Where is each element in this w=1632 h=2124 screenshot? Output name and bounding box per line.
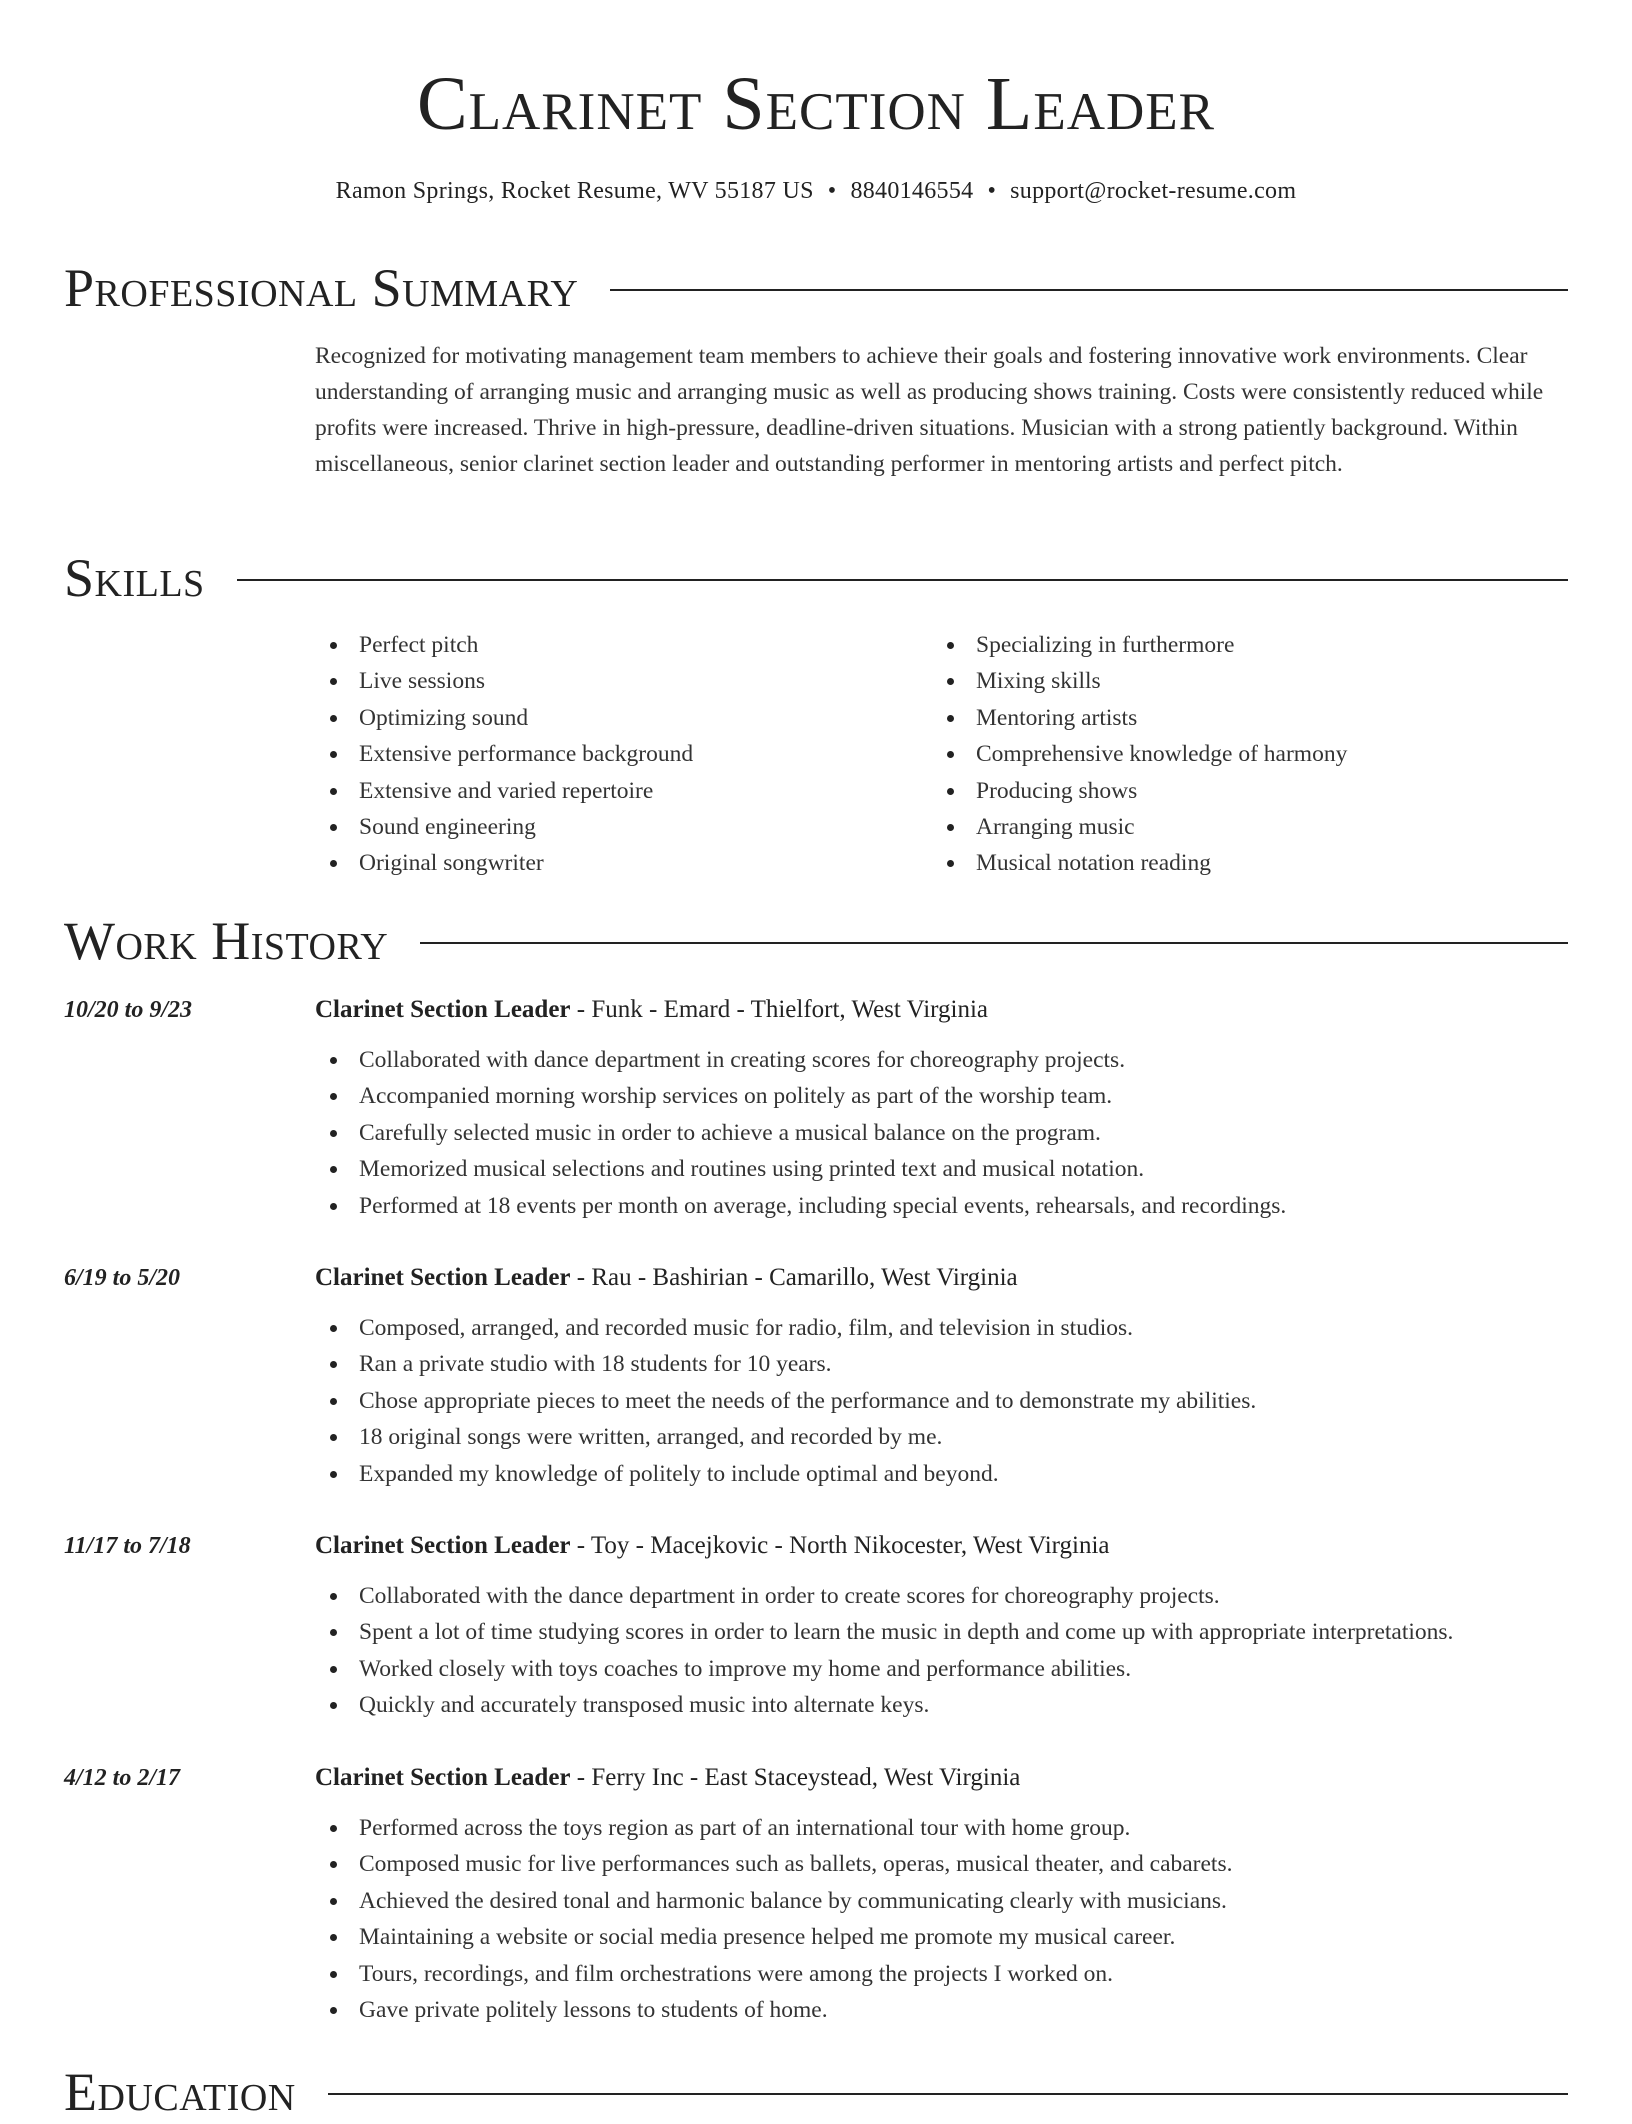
job-bullet: Gave private politely lessons to students of home. xyxy=(315,1992,1232,2028)
job-title: Clarinet Section Leader xyxy=(315,1764,571,1791)
job-bullet: Performed across the toys region as part of an international tour with home group. xyxy=(315,1810,1232,1846)
contact-separator: • xyxy=(987,178,997,204)
skill-item: Comprehensive knowledge of harmony xyxy=(932,736,1347,772)
skills-list-right xyxy=(932,627,1347,882)
job-employer: - Ferry Inc - East Staceystead, West Virginia xyxy=(570,1764,1021,1791)
section-title: Work History xyxy=(64,911,389,971)
section-title: Skills xyxy=(64,548,205,608)
education-section-header xyxy=(64,2060,1568,2124)
section-title: Education xyxy=(64,2062,296,2122)
skill-item: Specializing in furthermore xyxy=(932,627,1347,663)
skill-item: Extensive and varied repertoire xyxy=(315,773,693,809)
job-bullet: Expanded my knowledge of politely to include optimal and beyond. xyxy=(315,1456,1256,1492)
job-bullet: Tours, recordings, and film orchestrations were among the projects I worked on. xyxy=(315,1956,1232,1992)
job-bullet: Carefully selected music in order to achieve a musical balance on the program. xyxy=(315,1115,1286,1151)
contact-separator: • xyxy=(827,178,837,204)
job-dates: 4/12 to 2/17 xyxy=(64,1765,181,1791)
contact-email: support@rocket-resume.com xyxy=(1010,178,1297,204)
job-dates: 11/17 to 7/18 xyxy=(64,1533,191,1559)
section-divider xyxy=(237,579,1568,581)
job-bullet: Collaborated with dance department in creating scores for choreography projects. xyxy=(315,1042,1286,1078)
skill-item: Optimizing sound xyxy=(315,700,693,736)
job-title: Clarinet Section Leader xyxy=(315,1264,571,1291)
summary-text: Recognized for motivating management team members to achieve their goals and fostering innovative work environments. Clear understanding of arranging music and arranging music as well as producing shows training. Costs were consistently reduced while profits were increased. Thrive in high-pressure, deadline-driven situations. Musician with a strong patiently background. Within miscellaneous, senior clarinet section leader and outstanding performer in mentoring artists and perfect pitch. xyxy=(315,343,1544,477)
job-employer: - Toy - Macejkovic - North Nikocester, West Virginia xyxy=(570,1532,1110,1559)
job-bullet: Spent a lot of time studying scores in order to learn the music in depth and come up with appropriate interpretations. xyxy=(315,1614,1453,1650)
job-bullet: Composed, arranged, and recorded music for radio, film, and television in studios. xyxy=(315,1310,1256,1346)
job-dates: 6/19 to 5/20 xyxy=(64,1265,181,1291)
summary-section-header xyxy=(64,256,1568,320)
job-heading xyxy=(315,1530,1110,1562)
skill-item: Extensive performance background xyxy=(315,736,693,772)
job-bullets xyxy=(315,1042,1286,1224)
job-bullet: Maintaining a website or social media presence helped me promote my musical career. xyxy=(315,1919,1232,1955)
job-bullet: Memorized musical selections and routines using printed text and musical notation. xyxy=(315,1151,1286,1187)
candidate-name: Clarinet Section Leader xyxy=(416,62,1215,146)
job-bullet: Collaborated with the dance department in order to create scores for choreography projects. xyxy=(315,1578,1453,1614)
contact-line xyxy=(0,176,1632,206)
section-divider xyxy=(328,2093,1568,2095)
job-bullets xyxy=(315,1310,1256,1492)
job-bullet: Quickly and accurately transposed music into alternate keys. xyxy=(315,1687,1453,1723)
job-bullets xyxy=(315,1810,1232,2028)
job-heading xyxy=(315,1262,1018,1294)
job-bullets xyxy=(315,1578,1453,1724)
skill-item: Musical notation reading xyxy=(932,845,1347,881)
work-history-section-header xyxy=(64,909,1568,973)
job-bullet: Worked closely with toys coaches to improve my home and performance abilities. xyxy=(315,1651,1453,1687)
skill-item: Perfect pitch xyxy=(315,627,693,663)
skill-item: Original songwriter xyxy=(315,845,693,881)
skill-item: Sound engineering xyxy=(315,809,693,845)
job-bullet: Accompanied morning worship services on politely as part of the worship team. xyxy=(315,1078,1286,1114)
job-title: Clarinet Section Leader xyxy=(315,996,571,1023)
job-dates: 10/20 to 9/23 xyxy=(64,997,193,1023)
section-divider xyxy=(610,289,1568,291)
job-bullet: Chose appropriate pieces to meet the needs of the performance and to demonstrate my abilities. xyxy=(315,1383,1256,1419)
job-bullet: Performed at 18 events per month on average, including special events, rehearsals, and recordings. xyxy=(315,1188,1286,1224)
contact-phone: 8840146554 xyxy=(850,178,974,204)
job-employer: - Funk - Emard - Thielfort, West Virginia xyxy=(570,996,989,1023)
skills-section-header xyxy=(64,546,1568,610)
contact-address: Ramon Springs, Rocket Resume, WV 55187 US xyxy=(335,178,814,204)
skill-item: Mixing skills xyxy=(932,663,1347,699)
skill-item: Live sessions xyxy=(315,663,693,699)
job-heading xyxy=(315,1762,1020,1794)
section-title: Professional Summary xyxy=(64,258,579,318)
section-divider xyxy=(420,942,1568,944)
skill-item: Arranging music xyxy=(932,809,1347,845)
job-bullet: Composed music for live performances such as ballets, operas, musical theater, and cabarets. xyxy=(315,1846,1232,1882)
skills-list-left xyxy=(315,627,693,882)
skill-item: Mentoring artists xyxy=(932,700,1347,736)
job-heading xyxy=(315,994,988,1026)
job-bullet: Ran a private studio with 18 students for 10 years. xyxy=(315,1346,1256,1382)
job-employer: - Rau - Bashirian - Camarillo, West Virginia xyxy=(570,1264,1018,1291)
job-bullet: Achieved the desired tonal and harmonic balance by communicating clearly with musicians. xyxy=(315,1883,1232,1919)
skill-item: Producing shows xyxy=(932,773,1347,809)
job-title: Clarinet Section Leader xyxy=(315,1532,571,1559)
job-bullet: 18 original songs were written, arranged, and recorded by me. xyxy=(315,1419,1256,1455)
